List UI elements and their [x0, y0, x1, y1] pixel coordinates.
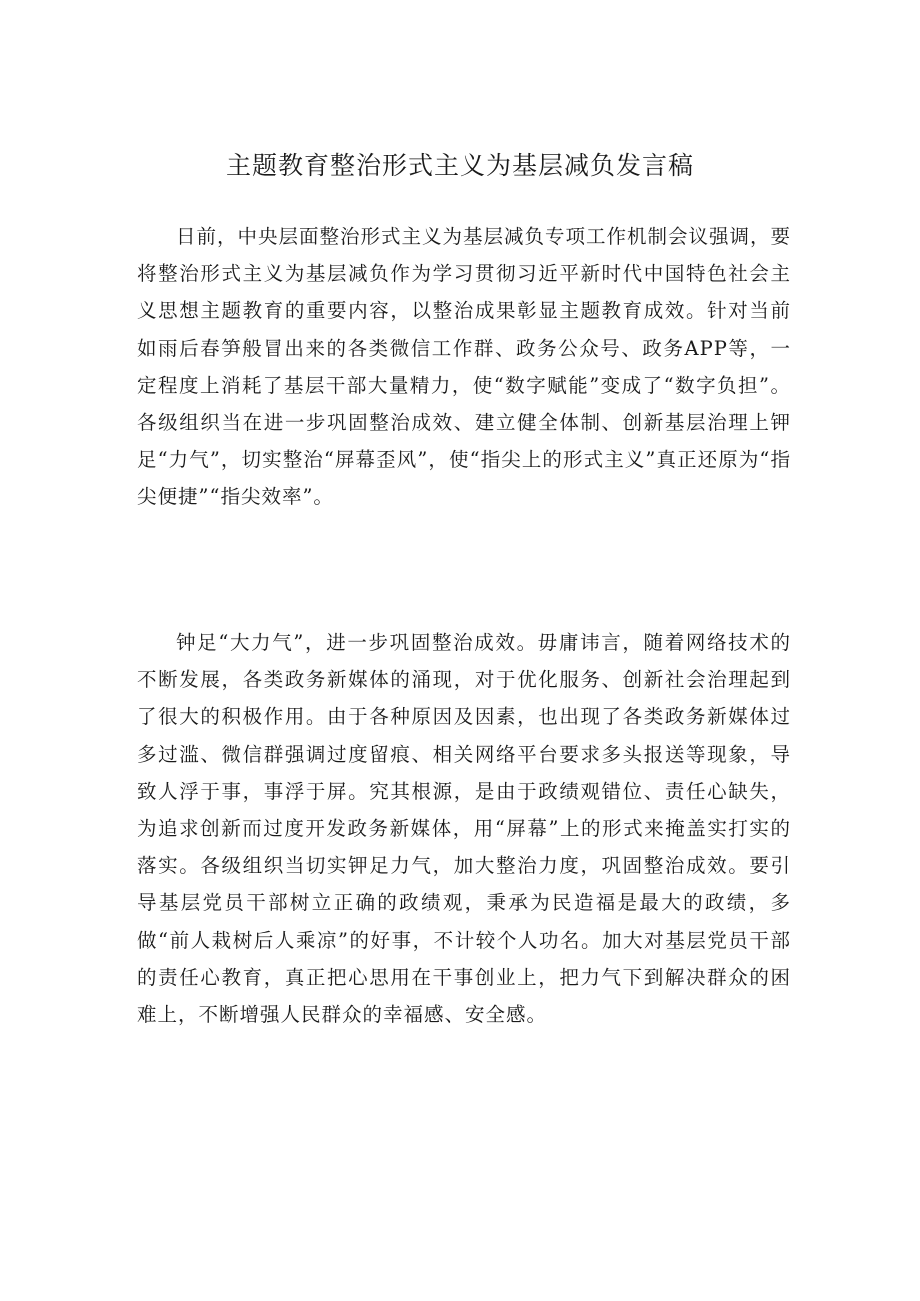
document-title: 主题教育整治形式主义为基层减负发言稿 — [225, 151, 694, 180]
paragraph-1: 日前，中央层面整治形式主义为基层减负专项工作机制会议强调，要将整治形式主义为基层减负作为学习贯彻习近平新时代中国特色社会主义思想主题教育的重要内容，以整治成果彰显主题教育成效。针对当前如雨后春笋般冒出来的各类微信工作群、政务公众号、政务APP等，一定程度上消耗了基层干部大量精力，使“数字赋能”变成了“数字负担”。各级组织当在进一步巩固整治成效、建立健全体制、创新基层治理上钾足“力气”，切实整治“屏幕歪风”，使“指尖上的形式主义”真正还原为“指尖便捷”“指尖效率”。 — [137, 225, 792, 509]
paragraph-2: 钟足“大力气”，进一步巩固整治成效。毋庸讳言，随着网络技术的不断发展，各类政务新媒体的涌现，对于优化服务、创新社会治理起到了很大的积极作用。由于各种原因及因素，也出现了各类政务新媒体过多过滥、微信群强调过度留痕、相关网络平台要求多头报送等现象，导致人浮于事，事浮于屏。究其根源，是由于政绩观错位、责任心缺失，为追求创新而过度开发政务新媒体，用“屏幕”上的形式来掩盖实打实的落实。各级组织当切实钾足力气，加大整治力度，巩固整治成效。要引导基层党员干部树立正确的政绩观，秉承为民造福是最大的政绩，多做“前人栽树后人乘凉”的好事，不计较个人功名。加大对基层党员干部的责任心教育，真正把心思用在干事创业上，把力气下到解决群众的困难上，不断增强人民群众的幸福感、安全感。 — [137, 631, 791, 1027]
